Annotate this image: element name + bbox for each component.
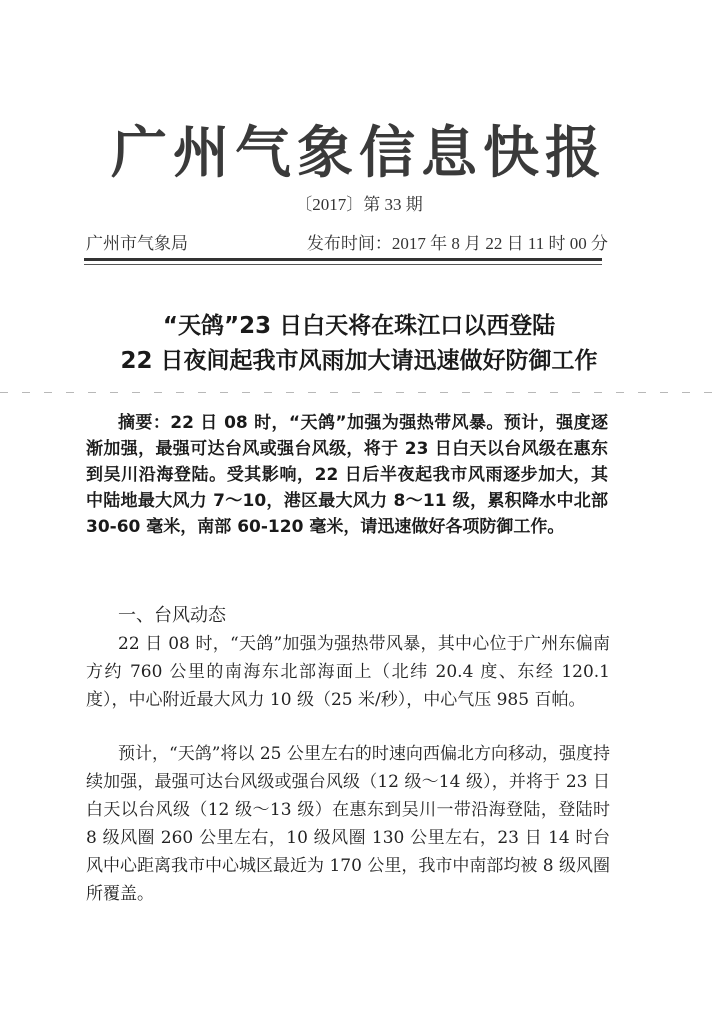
- headline-line-1: “天鸽”23 日白天将在珠江口以西登陆: [162, 313, 556, 339]
- meta-row: [86, 229, 608, 253]
- issuing-organization: 广州市气象局: [86, 234, 188, 253]
- summary-paragraph: 摘要：22 日 08 时，“天鸽”加强为强热带风暴。预计，强度逐渐加强，最强可达台风或强台风级，将于 23 日白天以台风级在惠东到吴川沿海登陆。受其影响，22 日后半夜起我市风雨逐步加大，其中陆地最大风力 7～10，港区最大风力 8～11 级，累积降水中北部 30-60 毫米，南部 60-120 毫米，请迅速做好各项防御工作。: [86, 413, 608, 537]
- body-paragraph-1: 22 日 08 时，“天鸽”加强为强热带风暴，其中心位于广州东偏南方约 760 公里的南海东北部海面上（北纬 20.4 度、东经 120.1 度），中心附近最大风力 10 级（25 米/秒），中心气压 985 百帕。: [86, 634, 610, 710]
- section-title-typhoon-status: 一、台风动态: [118, 605, 226, 626]
- headline-line-2: 22 日夜间起我市风雨加大请迅速做好防御工作: [120, 348, 598, 374]
- scan-artifact-line: [0, 392, 718, 393]
- header-rule-thick: [84, 258, 602, 261]
- publish-time: 发布时间：2017 年 8 月 22 日 11 时 00 分: [306, 234, 608, 253]
- body-paragraph-2: 预计，“天鸽”将以 25 公里左右的时速向西偏北方向移动，强度持续加强，最强可达台风级或强台风级（12 级～14 级），并将于 23 日白天以台风级（12 级～13 级）在惠东到吴川一带沿海登陆，登陆时 8 级风圈 260 公里左右，10 级风圈 130 公里左右，23 日 14 时台风中心距离我市中心城区最近为 170 公里，我市中南部均被 8 级风圈所覆盖。: [86, 744, 610, 904]
- header-rule-thin: [84, 264, 602, 265]
- issue-number: 〔2017〕第 33 期: [295, 195, 423, 214]
- masthead-title: 广州气象信息快报: [111, 120, 607, 186]
